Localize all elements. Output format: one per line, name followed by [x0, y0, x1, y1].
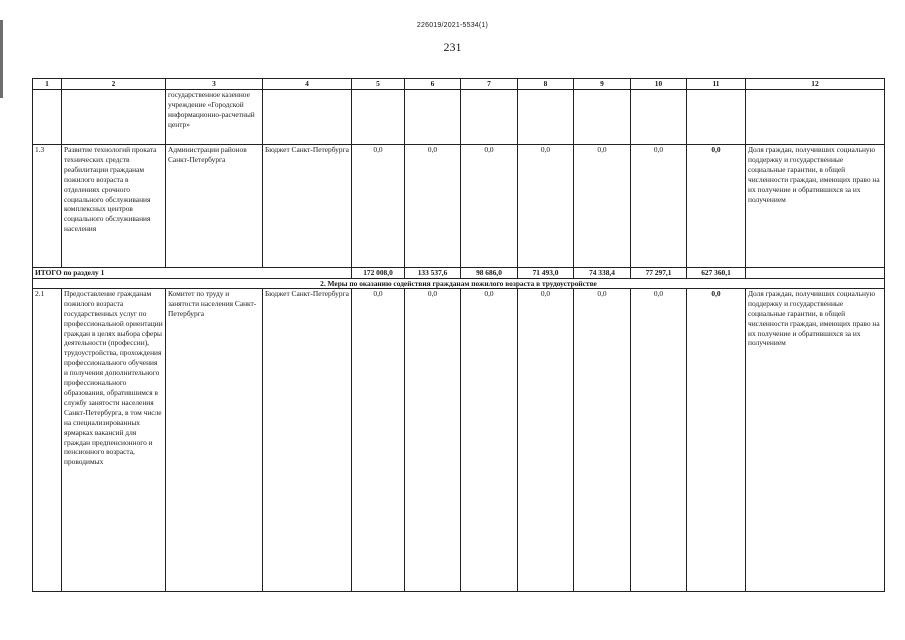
column-header: 11	[687, 79, 746, 90]
executor-cell: Администрации районов Санкт-Петербурга	[166, 145, 263, 268]
indicator-cell: Доля граждан, получивших социальную поддержку и государственные социальные гарантии, в общей численности граждан, имеющих право на их получение и обратившихся за их получением	[746, 288, 885, 591]
total-value: 98 686,0	[461, 268, 518, 279]
value-cell: 0,0	[631, 288, 687, 591]
total-value: 627 360,1	[687, 268, 746, 279]
total-value: 71 493,0	[518, 268, 574, 279]
value-cell: 0,0	[405, 288, 461, 591]
page-number: 231	[443, 40, 462, 54]
total-value: 172 008,0	[352, 268, 405, 279]
value-cell: 0,0	[352, 145, 405, 268]
value-cell: 0,0	[518, 145, 574, 268]
column-header: 10	[631, 79, 687, 90]
column-header: 12	[746, 79, 885, 90]
value-cell: 0,0	[461, 145, 518, 268]
value-cell: 0,0	[461, 288, 518, 591]
total-label: ИТОГО по разделу 1	[33, 268, 352, 279]
table-row-1-3	[33, 145, 885, 268]
value-cell: 0,0	[574, 145, 631, 268]
value-cell: 0,0	[518, 288, 574, 591]
column-header: 8	[518, 79, 574, 90]
value-cell-total: 0,0	[687, 145, 746, 268]
total-value: 74 338,4	[574, 268, 631, 279]
column-header: 2	[62, 79, 166, 90]
total-value: 77 297,1	[631, 268, 687, 279]
document-id: 226019/2021-5534(1)	[416, 22, 489, 29]
value-cell: 0,0	[352, 288, 405, 591]
scan-edge-mark	[0, 20, 3, 98]
executor-cell: Комитет по труду и занятости населения Санкт-Петербурга	[166, 288, 263, 591]
measure-name: Развитие технологий проката технических средств реабилитации гражданам пожилого возраста в отделениях срочного социального обслуживания комплексных центров социального обслуживания населения	[62, 145, 166, 268]
table-row-2-1	[33, 288, 885, 591]
row-number: 2.1	[33, 288, 62, 591]
section-1-total-row	[33, 268, 885, 279]
measure-name: Предоставление гражданам пожилого возраста государственных услуг по профессиональной ориентации граждан в целях выбора сферы деятельности (профессии), трудоустройства, прохождения профессионального обучения и получения дополнительного профессионального образования, обратившимся в службу занятости населения Санкт-Петербурга, в том числе на специализированных ярмарках вакансий для граждан предпенсионного и пенсионного возраста, проводимых	[62, 288, 166, 591]
section-title: 2. Меры по оказанию содействия гражданам пожилого возраста в трудоустройстве	[33, 278, 885, 288]
funding-source: Бюджет Санкт-Петербурга	[263, 288, 352, 591]
value-cell: 0,0	[574, 288, 631, 591]
program-measures-table	[32, 78, 885, 592]
column-header: 7	[461, 79, 518, 90]
section-2-title-row	[33, 278, 885, 288]
indicator-cell: Доля граждан, получивших социальную поддержку и государственные социальные гарантии, в общей численности граждан, имеющих право на их получение и обратившихся за их получением	[746, 145, 885, 268]
column-number-header-row	[33, 79, 885, 90]
column-header: 4	[263, 79, 352, 90]
column-header: 5	[352, 79, 405, 90]
column-header: 3	[166, 79, 263, 90]
row-number: 1.3	[33, 145, 62, 268]
column-header: 1	[33, 79, 62, 90]
value-cell: 0,0	[631, 145, 687, 268]
executor-cell: государственное казенное учреждение «Городской информационно-расчетный центр»	[166, 90, 263, 145]
funding-source: Бюджет Санкт-Петербурга	[263, 145, 352, 268]
column-header: 6	[405, 79, 461, 90]
value-cell: 0,0	[405, 145, 461, 268]
value-cell-total: 0,0	[687, 288, 746, 591]
total-value: 133 537,6	[405, 268, 461, 279]
column-header: 9	[574, 79, 631, 90]
continuation-row	[33, 90, 885, 145]
